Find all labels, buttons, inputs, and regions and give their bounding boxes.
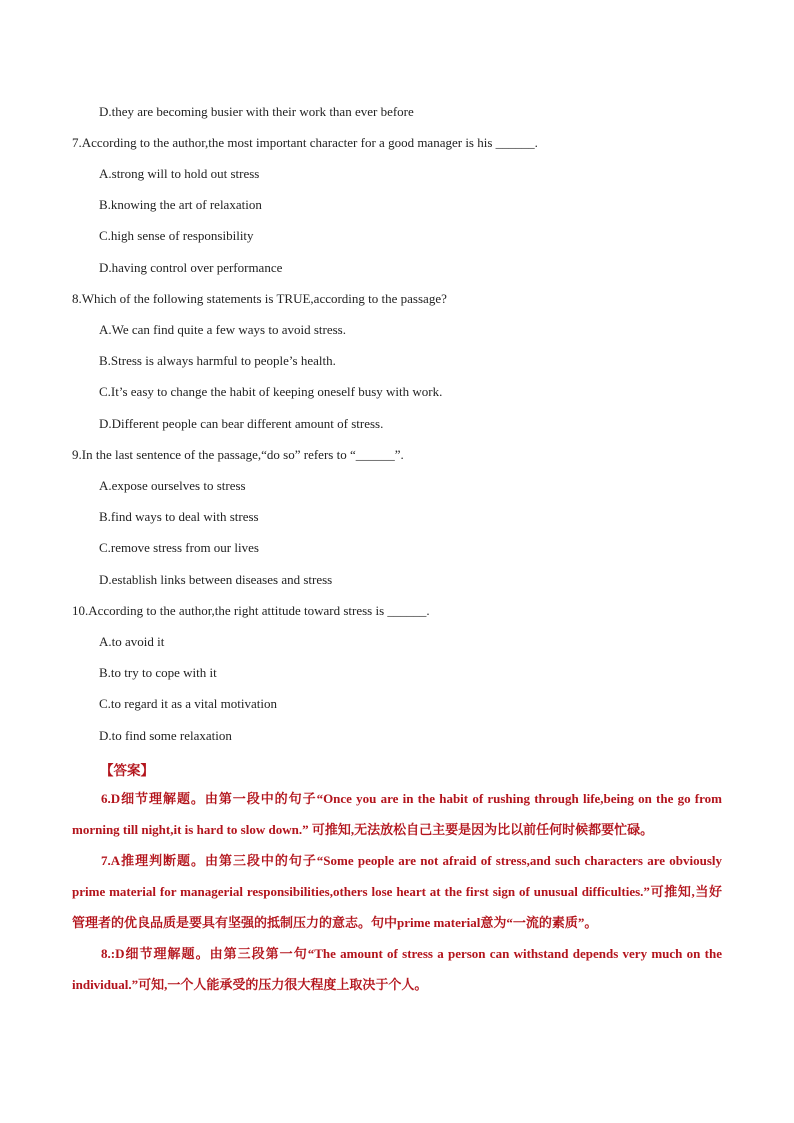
question-9-option-c: C.remove stress from our lives: [99, 540, 259, 555]
answer-explanations: [72, 783, 722, 1000]
question-9-stem: 9.In the last sentence of the passage,“do so” refers to “______”.: [72, 447, 404, 462]
question-10-option-b: B.to try to cope with it: [99, 665, 217, 680]
explanation-7: 7.A推理判断题。由第三段中的句子“Some people are not afraid of stress,and such characters are obviously prime material for managerial responsibilities,others lose heart at the first sign of unusual difficulties.”可推知,当好管理者的优良品质是要具有坚强的抵制压力的意志。句中prime material意为“一流的素质”。: [72, 853, 722, 930]
question-7-option-d: D.having control over performance: [99, 260, 283, 275]
question-9-option-d: D.establish links between diseases and stress: [99, 572, 333, 587]
question-7-option-a: A.strong will to hold out stress: [99, 166, 260, 181]
question-7-stem: 7.According to the author,the most important character for a good manager is his ______.: [72, 135, 538, 150]
question-10-option-a: A.to avoid it: [99, 634, 165, 649]
question-10-option-d: D.to find some relaxation: [99, 728, 232, 743]
question-8-option-a: A.We can find quite a few ways to avoid stress.: [99, 322, 346, 337]
question-7-option-b: B.knowing the art of relaxation: [99, 197, 262, 212]
explanation-6: 6.D细节理解题。由第一段中的句子“Once you are in the habit of rushing through life,being on the go from morning till night,it is hard to slow down.” 可推知,无法放松自己主要是因为比以前任何时候都要忙碌。: [72, 791, 722, 837]
question-10-option-c: C.to regard it as a vital motivation: [99, 696, 277, 711]
question-8-option-d: D.Different people can bear different amount of stress.: [99, 416, 384, 431]
question-7-option-c: C.high sense of responsibility: [99, 228, 254, 243]
question-9-option-b: B.find ways to deal with stress: [99, 509, 259, 524]
explanation-8: 8.:D细节理解题。由第三段第一句“The amount of stress a person can withstand depends very much on the individual.”可知,一个人能承受的压力很大程度上取决于个人。: [72, 946, 722, 992]
question-8-stem: 8.Which of the following statements is TRUE,according to the passage?: [72, 291, 447, 306]
answer-heading: 【答案】: [100, 763, 154, 778]
question-6-option-d: D.they are becoming busier with their work than ever before: [99, 104, 414, 119]
question-8-option-c: C.It’s easy to change the habit of keeping oneself busy with work.: [99, 384, 443, 399]
question-8-option-b: B.Stress is always harmful to people’s health.: [99, 353, 336, 368]
question-9-option-a: A.expose ourselves to stress: [99, 478, 246, 493]
question-10-stem: 10.According to the author,the right attitude toward stress is ______.: [72, 603, 430, 618]
